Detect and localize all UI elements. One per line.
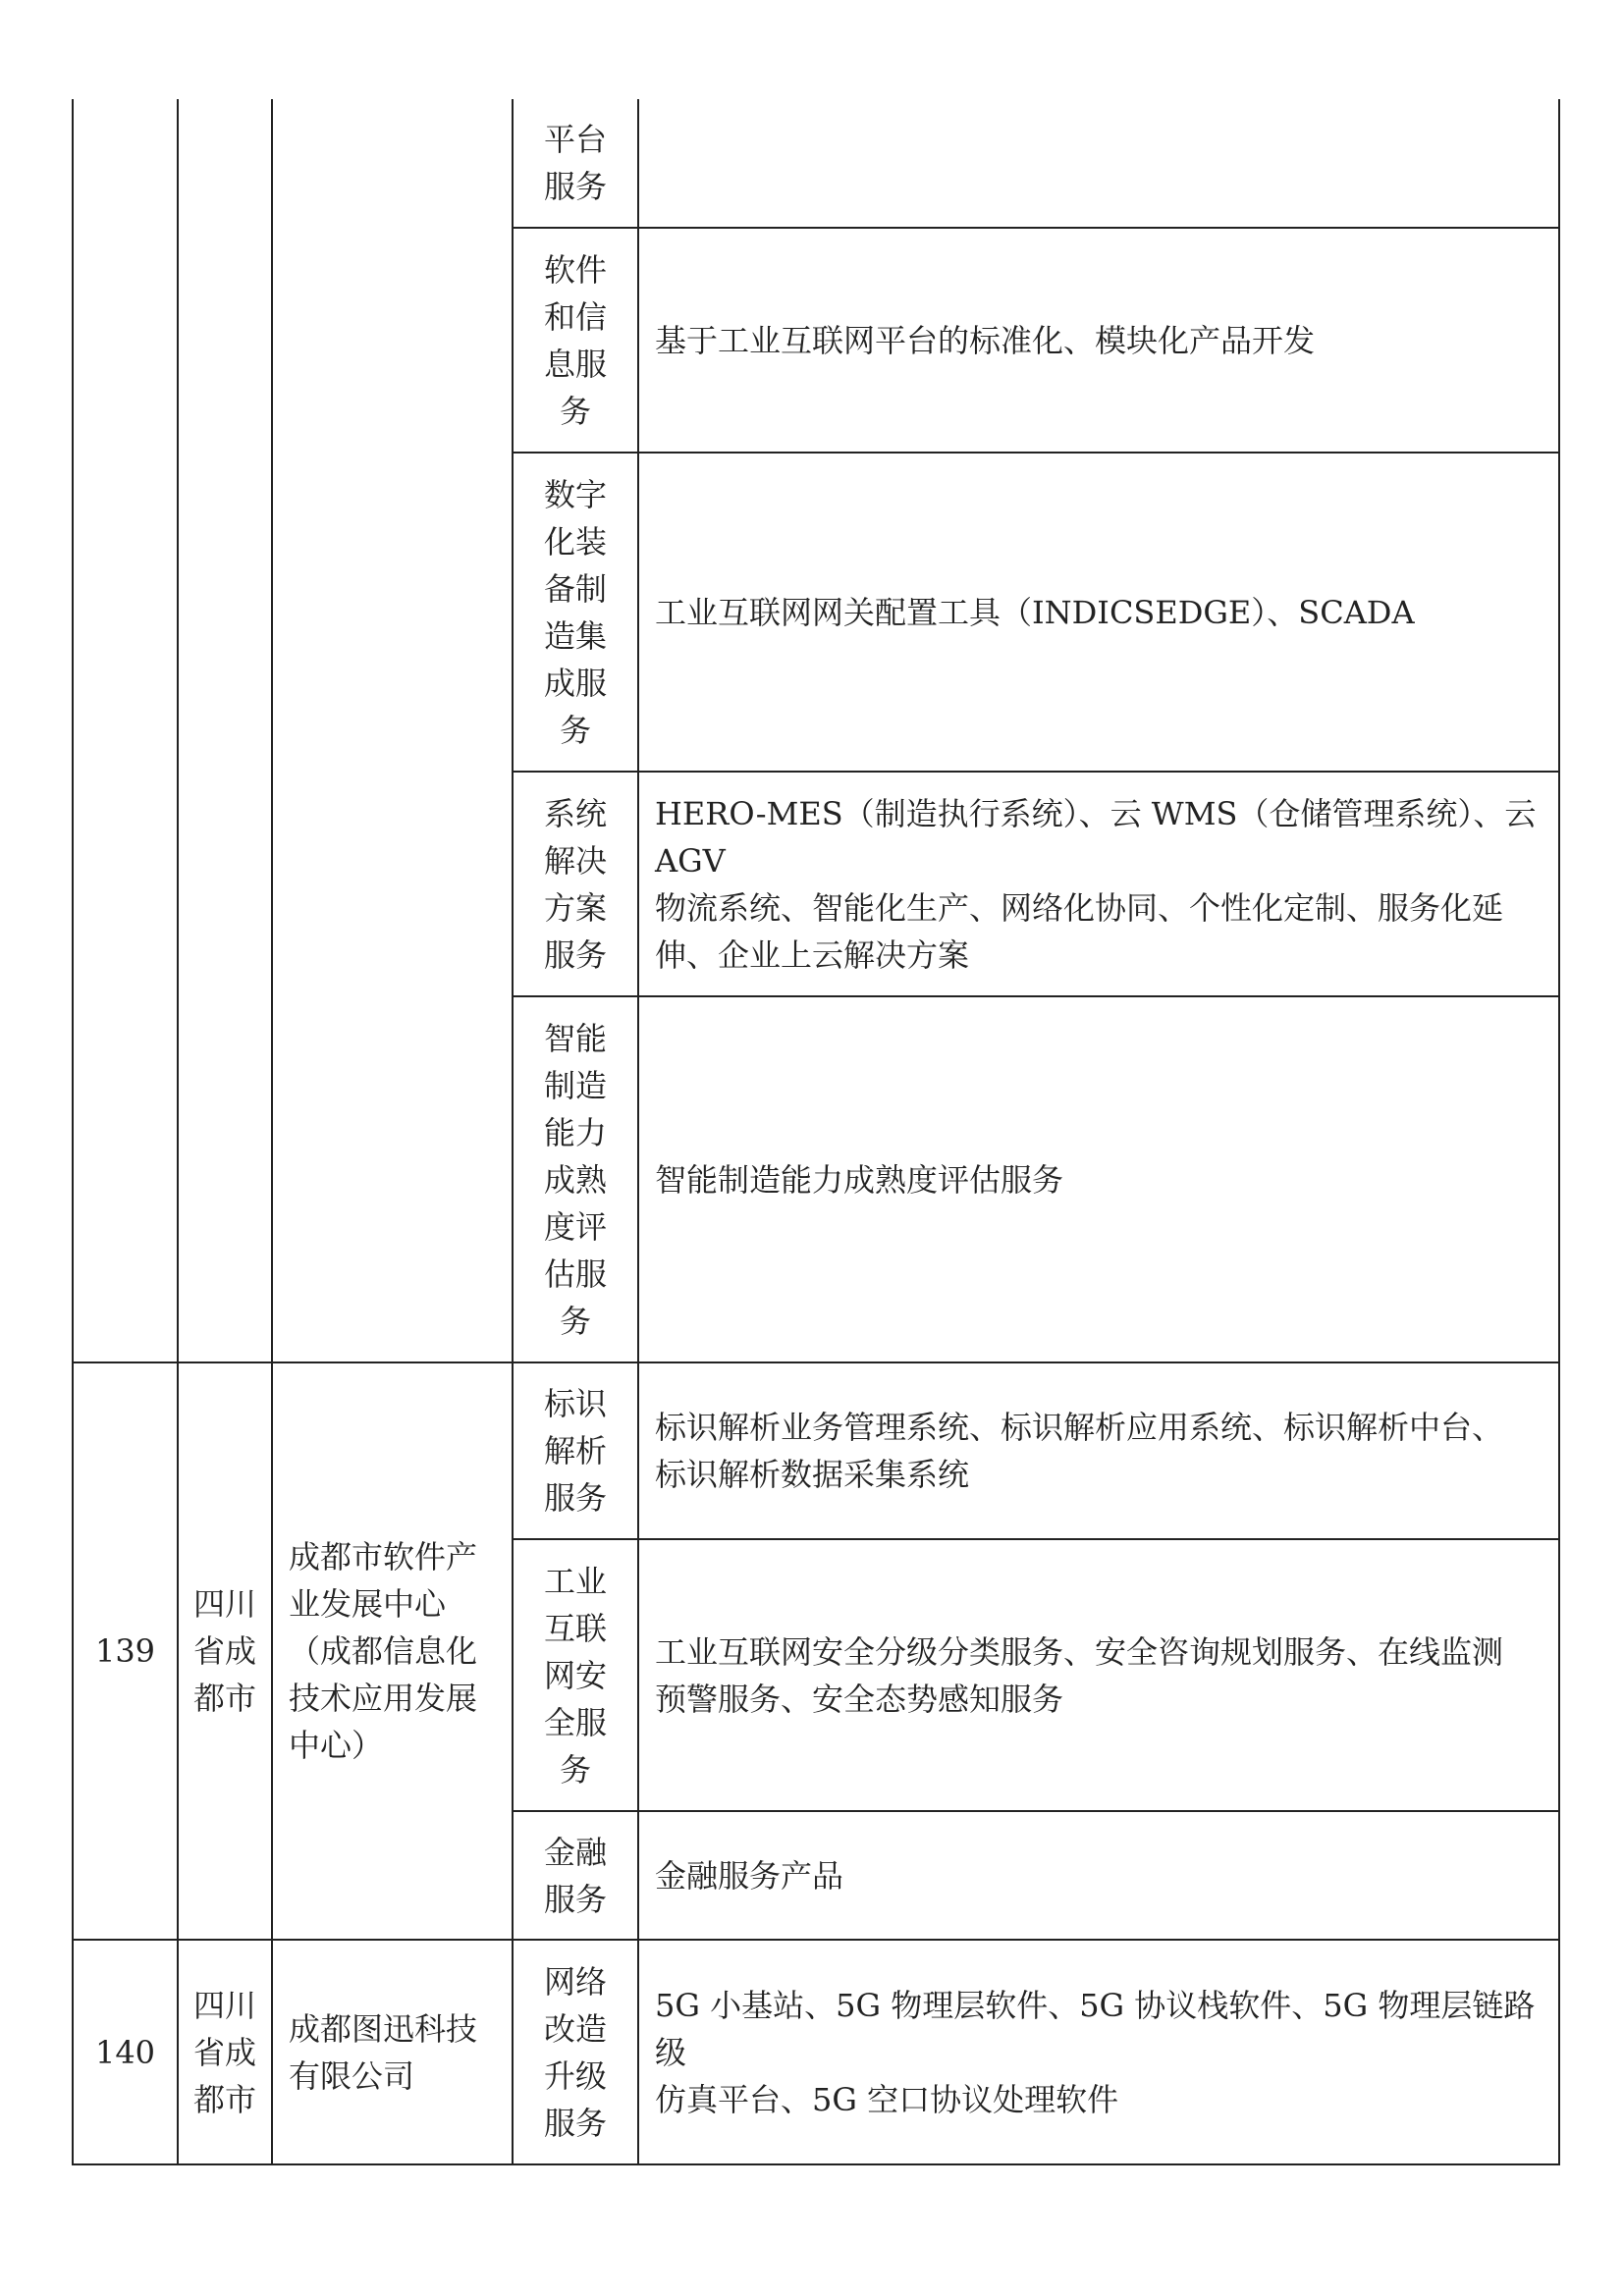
service-type-cell: 平台 服务 bbox=[513, 99, 638, 228]
service-type-cell: 系统 解决 方案 服务 bbox=[513, 772, 638, 996]
service-content-cell: 工业互联网安全分级分类服务、安全咨询规划服务、在线监测 预警服务、安全态势感知服务 bbox=[638, 1539, 1559, 1811]
entry-region: 四川 省成 都市 bbox=[178, 1362, 272, 1940]
table-row bbox=[73, 1362, 1559, 1539]
service-type-cell: 智能 制造 能力 成熟 度评 估服 务 bbox=[513, 996, 638, 1362]
service-type-cell: 软件 和信 息服 务 bbox=[513, 228, 638, 453]
service-provider-table bbox=[72, 99, 1560, 2165]
service-content-cell: HERO-MES（制造执行系统）、云 WMS（仓储管理系统）、云 AGV 物流系统、智能化生产、网络化协同、个性化定制、服务化延 伸、企业上云解决方案 bbox=[638, 772, 1559, 996]
service-content-cell: 标识解析业务管理系统、标识解析应用系统、标识解析中台、 标识解析数据采集系统 bbox=[638, 1362, 1559, 1539]
entry-number: 139 bbox=[73, 1362, 178, 1940]
service-content-cell: 工业互联网网关配置工具（INDICSEDGE）、SCADA bbox=[638, 453, 1559, 772]
entry-region: 四川 省成 都市 bbox=[178, 1940, 272, 2164]
service-content-cell bbox=[638, 99, 1559, 228]
service-content-cell: 金融服务产品 bbox=[638, 1811, 1559, 1940]
service-type-cell: 网络 改造 升级 服务 bbox=[513, 1940, 638, 2164]
number-cell-empty bbox=[73, 99, 178, 1362]
table-row bbox=[73, 99, 1559, 228]
entry-organization: 成都图迅科技 有限公司 bbox=[272, 1940, 513, 2164]
service-type-cell: 数字 化装 备制 造集 成服 务 bbox=[513, 453, 638, 772]
service-type-cell: 标识 解析 服务 bbox=[513, 1362, 638, 1539]
org-cell-empty bbox=[272, 99, 513, 1362]
entry-number: 140 bbox=[73, 1940, 178, 2164]
region-cell-empty bbox=[178, 99, 272, 1362]
service-type-cell: 金融 服务 bbox=[513, 1811, 638, 1940]
service-type-cell: 工业 互联 网安 全服 务 bbox=[513, 1539, 638, 1811]
entry-organization: 成都市软件产 业发展中心 （成都信息化 技术应用发展 中心） bbox=[272, 1362, 513, 1940]
service-content-cell: 智能制造能力成熟度评估服务 bbox=[638, 996, 1559, 1362]
service-content-cell: 基于工业互联网平台的标准化、模块化产品开发 bbox=[638, 228, 1559, 453]
table-row bbox=[73, 1940, 1559, 2164]
service-content-cell: 5G 小基站、5G 物理层软件、5G 协议栈软件、5G 物理层链路级 仿真平台、5G 空口协议处理软件 bbox=[638, 1940, 1559, 2164]
